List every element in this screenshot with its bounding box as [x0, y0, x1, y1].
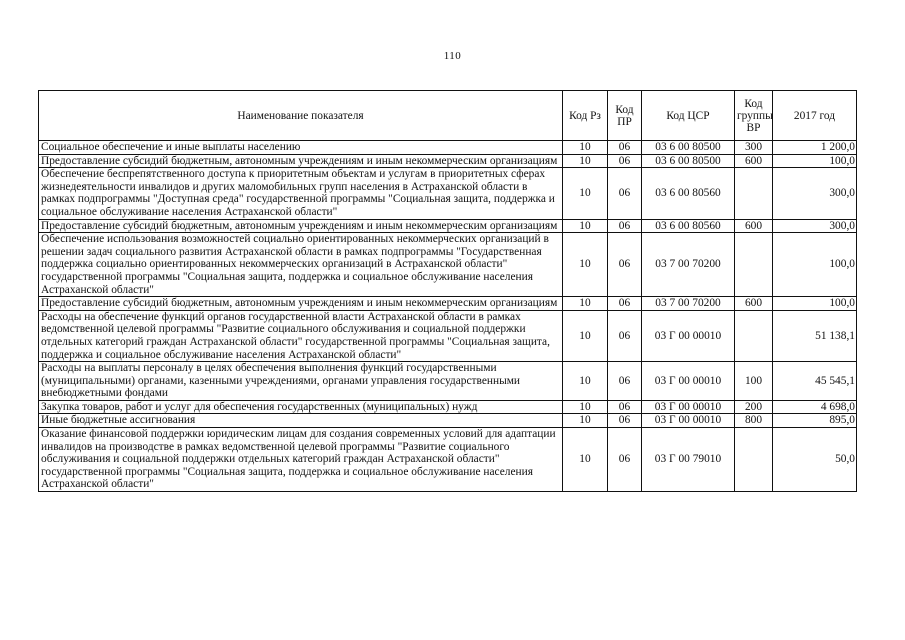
row-pr: 06	[608, 219, 642, 233]
row-pr: 06	[608, 414, 642, 428]
row-rz: 10	[563, 362, 608, 401]
row-vr	[735, 168, 773, 219]
row-amount: 300,0	[773, 168, 857, 219]
row-pr: 06	[608, 168, 642, 219]
row-vr: 200	[735, 400, 773, 414]
row-vr	[735, 310, 773, 361]
row-amount: 300,0	[773, 219, 857, 233]
row-csr: 03 Г 00 00010	[642, 400, 735, 414]
row-name: Обеспечение использования возможностей социально ориентированных некоммерческих организаций в решении задач социального развития Астраханской области в рамках подпрограммы "Государственная поддержка социально ориентированных некоммерческих организаций в Астраханской области" государственной программы "Социальная защита, поддержка и социальное обслуживание населения Астраханской области"	[39, 233, 563, 297]
row-name: Предоставление субсидий бюджетным, автономным учреждениям и иным некоммерческим организациям	[39, 297, 563, 311]
header-csr: Код ЦСР	[642, 91, 735, 141]
row-amount: 100,0	[773, 297, 857, 311]
table-header-row	[39, 91, 857, 141]
row-rz: 10	[563, 310, 608, 361]
row-vr: 100	[735, 362, 773, 401]
row-pr: 06	[608, 400, 642, 414]
row-csr: 03 6 00 80500	[642, 154, 735, 168]
row-csr: 03 7 00 70200	[642, 297, 735, 311]
table-row	[39, 233, 857, 297]
row-pr: 06	[608, 428, 642, 492]
row-rz: 10	[563, 428, 608, 492]
row-pr: 06	[608, 362, 642, 401]
row-csr: 03 6 00 80500	[642, 141, 735, 155]
row-vr: 800	[735, 414, 773, 428]
header-year: 2017 год	[773, 91, 857, 141]
table-row	[39, 141, 857, 155]
row-name: Социальное обеспечение и иные выплаты населению	[39, 141, 563, 155]
row-name: Обеспечение беспрепятственного доступа к приоритетным объектам и услугам в приоритетных сферах жизнедеятельности инвалидов и других маломобильных групп населения в Астраханской области в рамках подпрограммы "Доступная среда" государственной программы "Социальная защита, поддержка и социальное обслуживание населения Астраханской области"	[39, 168, 563, 219]
row-amount: 45 545,1	[773, 362, 857, 401]
row-vr: 600	[735, 154, 773, 168]
row-vr: 600	[735, 297, 773, 311]
header-rz: Код Рз	[563, 91, 608, 141]
row-name: Предоставление субсидий бюджетным, автономным учреждениям и иным некоммерческим организациям	[39, 219, 563, 233]
row-amount: 51 138,1	[773, 310, 857, 361]
row-amount: 4 698,0	[773, 400, 857, 414]
row-amount: 895,0	[773, 414, 857, 428]
table-row	[39, 168, 857, 219]
row-pr: 06	[608, 141, 642, 155]
row-name: Расходы на выплаты персоналу в целях обеспечения выполнения функций государственными (муниципальными) органами, казенными учреждениями, органами управления государственными внебюджетными фондами	[39, 362, 563, 401]
row-pr: 06	[608, 310, 642, 361]
row-rz: 10	[563, 154, 608, 168]
table-row	[39, 362, 857, 401]
row-vr: 300	[735, 141, 773, 155]
row-amount: 1 200,0	[773, 141, 857, 155]
row-vr: 600	[735, 219, 773, 233]
header-pr: Код ПР	[608, 91, 642, 141]
header-vr: Код группы ВР	[735, 91, 773, 141]
row-vr	[735, 428, 773, 492]
table-row	[39, 428, 857, 492]
table-row	[39, 297, 857, 311]
row-pr: 06	[608, 154, 642, 168]
row-amount: 50,0	[773, 428, 857, 492]
row-name: Расходы на обеспечение функций органов государственной власти Астраханской области в рамках ведомственной целевой программы "Развитие социального обслуживания и социальной поддержки отдельных категорий граждан Астраханской области" государственной программы "Социальная защита, поддержка и социальное обслуживание населения Астраханской области"	[39, 310, 563, 361]
row-csr: 03 Г 00 79010	[642, 428, 735, 492]
row-rz: 10	[563, 414, 608, 428]
table-row	[39, 154, 857, 168]
row-csr: 03 Г 00 00010	[642, 310, 735, 361]
row-csr: 03 Г 00 00010	[642, 414, 735, 428]
row-amount: 100,0	[773, 154, 857, 168]
row-rz: 10	[563, 219, 608, 233]
table-row	[39, 414, 857, 428]
row-csr: 03 Г 00 00010	[642, 362, 735, 401]
row-name: Закупка товаров, работ и услуг для обеспечения государственных (муниципальных) нужд	[39, 400, 563, 414]
table-row	[39, 400, 857, 414]
row-name: Оказание финансовой поддержки юридическим лицам для создания современных условий для адаптации инвалидов на производстве в рамках ведомственной целевой программы "Развитие социального обслуживания и социальной поддержки отдельных категорий граждан Астраханской области" государственной программы "Социальная защита, поддержка и социальное обслуживание населения Астраханской области"	[39, 428, 563, 492]
row-amount: 100,0	[773, 233, 857, 297]
row-rz: 10	[563, 233, 608, 297]
row-name: Иные бюджетные ассигнования	[39, 414, 563, 428]
row-rz: 10	[563, 141, 608, 155]
table-row	[39, 219, 857, 233]
table-row	[39, 310, 857, 361]
header-name: Наименование показателя	[39, 91, 563, 141]
row-rz: 10	[563, 168, 608, 219]
row-name: Предоставление субсидий бюджетным, автономным учреждениям и иным некоммерческим организациям	[39, 154, 563, 168]
row-csr: 03 6 00 80560	[642, 168, 735, 219]
page-number: 110	[443, 50, 462, 62]
row-pr: 06	[608, 297, 642, 311]
row-rz: 10	[563, 400, 608, 414]
row-csr: 03 7 00 70200	[642, 233, 735, 297]
row-pr: 06	[608, 233, 642, 297]
row-vr	[735, 233, 773, 297]
row-rz: 10	[563, 297, 608, 311]
row-csr: 03 6 00 80560	[642, 219, 735, 233]
budget-table	[38, 90, 857, 492]
